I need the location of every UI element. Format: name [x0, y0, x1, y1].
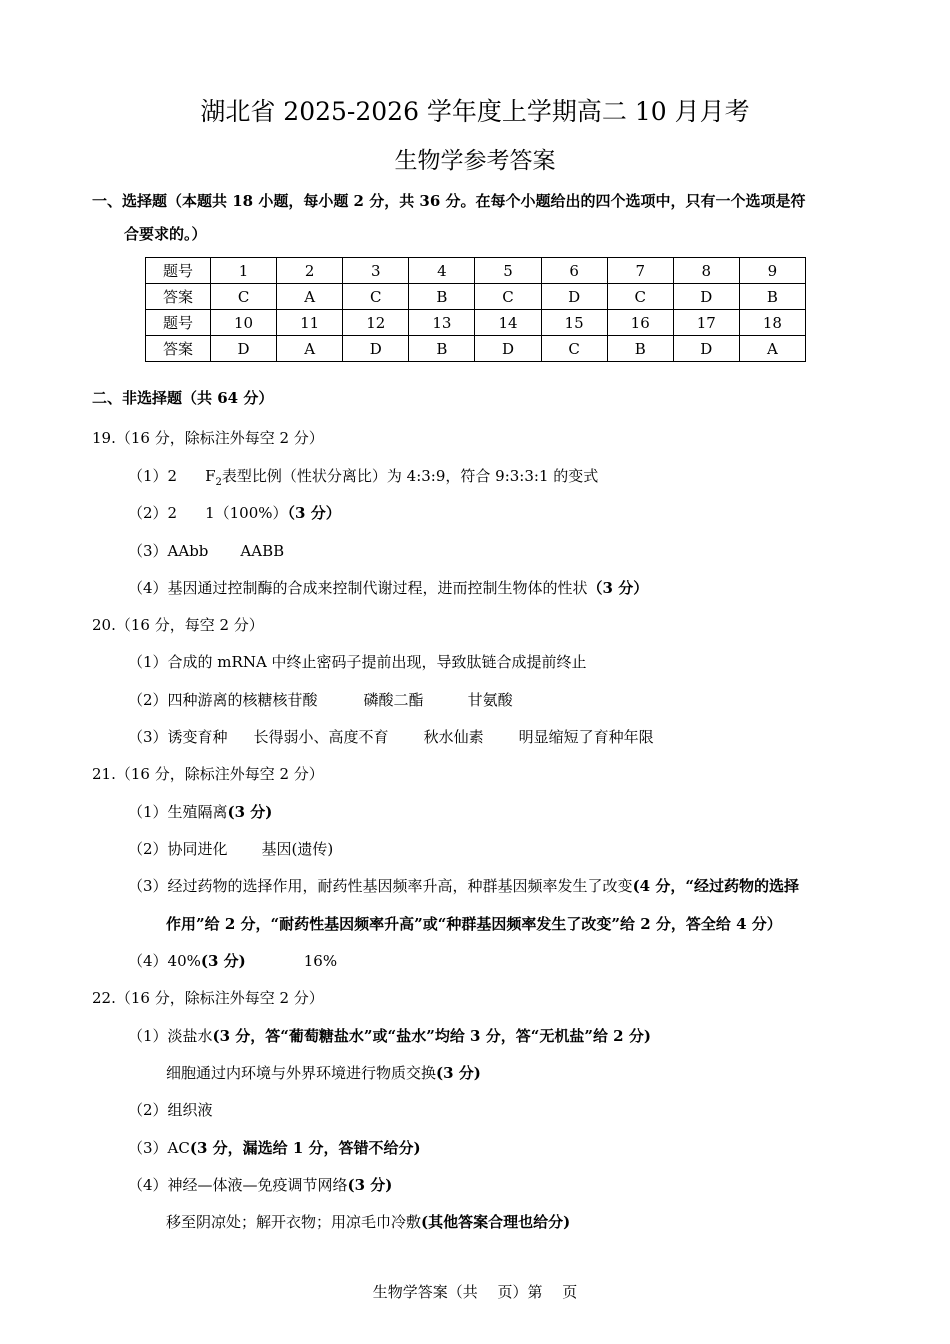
table-cell: D [343, 336, 409, 362]
q22-line4-continued [166, 1212, 570, 1232]
table-cell: 11 [277, 310, 343, 336]
table-cell: 14 [475, 310, 541, 336]
page-footer: 生物学答案（共 页）第 页 [372, 1283, 578, 1301]
q22-line4 [128, 1175, 392, 1195]
q22-score-1a: (3 分，答“葡萄糖盐水”或“盐水”均给 3 分，答“无机盐”给 2 分) [212, 1027, 651, 1045]
q21-answer-2a: （2）协同进化 [128, 840, 228, 858]
q21-line2 [128, 839, 333, 859]
q22-line1-continued [166, 1063, 481, 1083]
q20-answer-2a: （2）四种游离的核糖核苷酸 [128, 691, 318, 709]
table-cell: C [475, 284, 541, 310]
document-title: 湖北省 2025-2026 学年度上学期高二 10 月月考 [200, 97, 750, 126]
table-cell: D [541, 284, 607, 310]
table-cell: C [607, 284, 673, 310]
section1-heading-line1: 一、选择题（本题共 18 小题，每小题 2 分，共 36 分。在每个小题给出的四个选项中，只有一个选项是符 [92, 192, 806, 210]
q19-answer-3a: （3）AAbb [128, 542, 209, 560]
table-cell: 2 [277, 258, 343, 284]
q22-answer-4b: 移至阴凉处；解开衣物；用凉毛巾冷敷 [166, 1213, 422, 1231]
q21-line3 [128, 876, 799, 896]
table-row [146, 336, 806, 362]
row-label-question: 题号 [146, 258, 211, 284]
q22-line2: （2）组织液 [128, 1101, 213, 1119]
table-cell: 8 [673, 258, 739, 284]
q21-header: 21.（16 分，除标注外每空 2 分） [92, 765, 324, 783]
table-cell: 15 [541, 310, 607, 336]
answer-table [145, 257, 806, 362]
section2-heading: 二、非选择题（共 64 分） [92, 389, 274, 407]
table-cell: 13 [409, 310, 475, 336]
q20-line1: （1）合成的 mRNA 中终止密码子提前出现，导致肽链合成提前终止 [128, 653, 587, 671]
q21-answer-4b: 16% [303, 952, 338, 970]
row-label-question: 题号 [146, 310, 211, 336]
table-row [146, 310, 806, 336]
table-cell: C [541, 336, 607, 362]
table-cell: 10 [211, 310, 277, 336]
q19-line1 [128, 466, 598, 493]
q19-line4 [128, 578, 648, 598]
table-cell: 9 [739, 258, 805, 284]
q22-score-4a: (3 分) [347, 1176, 393, 1194]
q19-answer-1b: 表型比例（性状分离比）为 4:3:9，符合 9:3:3:1 的变式 [221, 467, 599, 485]
table-cell: A [739, 336, 805, 362]
q22-line1 [128, 1026, 651, 1046]
q20-answer-3b: 长得弱小、高度不育 [253, 728, 389, 746]
table-cell: 12 [343, 310, 409, 336]
table-row [146, 258, 806, 284]
table-cell: 18 [739, 310, 805, 336]
document-subtitle: 生物学参考答案 [394, 148, 556, 174]
q22-score-3: (3 分，漏选给 1 分，答错不给分) [189, 1139, 421, 1157]
q22-answer-1b: 细胞通过内环境与外界环境进行物质交换 [166, 1064, 437, 1082]
q19-line3 [128, 541, 284, 561]
q20-answer-3c: 秋水仙素 [423, 728, 484, 746]
q21-line4 [128, 951, 337, 971]
table-cell: 1 [211, 258, 277, 284]
table-cell: D [673, 284, 739, 310]
table-cell: C [211, 284, 277, 310]
q21-answer-3: （3）经过药物的选择作用，耐药性基因频率升高，种群基因频率发生了改变 [128, 877, 633, 895]
q21-score-3a: (4 分，“经过药物的选择 [632, 877, 799, 895]
q22-note-4b: (其他答案合理也给分) [421, 1213, 571, 1231]
q19-header: 19.（16 分，除标注外每空 2 分） [92, 429, 324, 447]
table-cell: C [343, 284, 409, 310]
q22-answer-1a: （1）淡盐水 [128, 1027, 213, 1045]
q21-answer-4a: （4）40% [128, 952, 201, 970]
q19-score-4: （3 分） [587, 579, 649, 597]
q20-header: 20.（16 分，每空 2 分） [92, 616, 264, 634]
q21-line1 [128, 802, 272, 822]
table-cell: 5 [475, 258, 541, 284]
table-cell: 17 [673, 310, 739, 336]
q22-score-1b: (3 分) [436, 1064, 481, 1082]
q19-score-2: （3 分） [287, 504, 341, 522]
q20-answer-2c: 甘氨酸 [467, 691, 513, 709]
table-cell: D [475, 336, 541, 362]
q21-answer-2b: 基因(遗传) [261, 840, 334, 858]
q19-f2-symbol: F [205, 467, 216, 485]
q19-answer-4: （4）基因通过控制酶的合成来控制代谢过程，进而控制生物体的性状 [128, 579, 588, 597]
row-label-answer: 答案 [146, 284, 211, 310]
q19-answer-1a: （1）2 [128, 467, 178, 485]
q19-answer-2b: 1（100%） [205, 504, 288, 522]
q20-answer-3a: （3）诱变育种 [128, 728, 228, 746]
table-row [146, 284, 806, 310]
q22-answer-4a: （4）神经—体液—免疫调节网络 [128, 1176, 348, 1194]
q22-header: 22.（16 分，除标注外每空 2 分） [92, 989, 324, 1007]
table-cell: A [277, 336, 343, 362]
table-cell: B [607, 336, 673, 362]
table-cell: 7 [607, 258, 673, 284]
q21-score-1: (3 分) [227, 803, 273, 821]
q20-line3 [128, 727, 654, 747]
table-cell: 6 [541, 258, 607, 284]
q19-f2-subscript: 2 [215, 477, 222, 488]
q21-score-4: (3 分) [200, 952, 246, 970]
q19-answer-2a: （2）2 [128, 504, 178, 522]
table-cell: 16 [607, 310, 673, 336]
table-cell: B [409, 336, 475, 362]
table-cell: D [673, 336, 739, 362]
q20-answer-2b: 磷酸二酯 [363, 691, 424, 709]
table-cell: 4 [409, 258, 475, 284]
table-cell: 3 [343, 258, 409, 284]
q21-line3-continued: 作用”给 2 分，“耐药性基因频率升高”或“种群基因频率发生了改变”给 2 分，答全给 4 分） [166, 915, 782, 933]
table-cell: A [277, 284, 343, 310]
section1-heading-line2: 合要求的。） [124, 225, 207, 243]
q19-answer-3b: AABB [240, 542, 285, 560]
table-cell: D [211, 336, 277, 362]
q21-answer-1: （1）生殖隔离 [128, 803, 228, 821]
q22-line3 [128, 1138, 421, 1158]
q20-answer-3d: 明显缩短了育种年限 [518, 728, 654, 746]
row-label-answer: 答案 [146, 336, 211, 362]
q20-line2 [128, 690, 513, 710]
table-cell: B [409, 284, 475, 310]
table-cell: B [739, 284, 805, 310]
q19-line2 [128, 503, 341, 523]
q22-answer-3: （3）AC [128, 1139, 190, 1157]
